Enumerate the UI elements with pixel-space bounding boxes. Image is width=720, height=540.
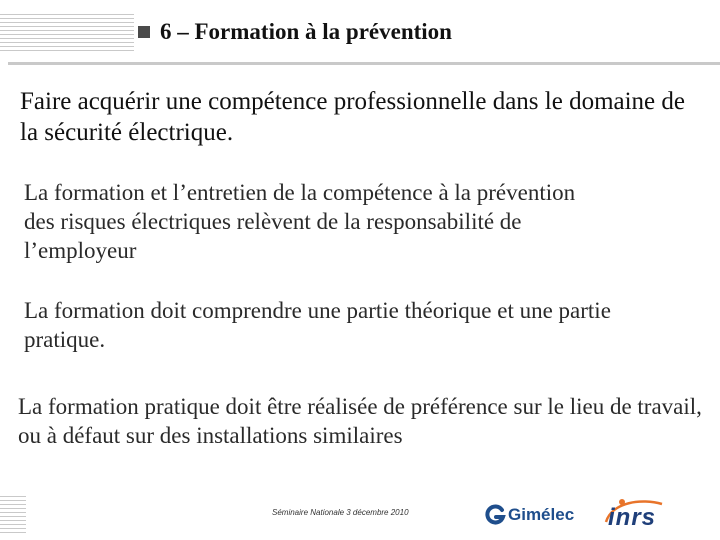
slide-title: 6 – Formation à la prévention [160,19,452,44]
footer-stripes-decoration [0,496,26,536]
paragraph-responsibility: La formation et l’entretien de la compétence à la prévention des risques électriques relèvent de la responsabilité de l’employeur [24,180,576,263]
slide-heading: Faire acquérir une compétence professionnelle dans le domaine de la sécurité électrique. [20,88,686,146]
footer-caption: Séminaire Nationale 3 décembre 2010 [272,508,409,517]
gimelec-logo-icon [484,504,506,526]
paragraph-theory-practice: La formation doit comprendre une partie théorique et une partie pratique. [24,298,611,352]
inrs-logo [602,496,698,532]
paragraph-workplace: La formation pratique doit être réalisée de préférence sur le lieu de travail, ou à défaut sur des installations similaires [18,394,702,448]
gimelec-logo-text: Gimélec [508,505,575,524]
inrs-logo-text: inrs [608,504,657,531]
gimelec-logo [484,502,574,528]
title-bar [138,14,452,50]
square-bullet-icon [138,26,150,38]
header-stripes-decoration [0,14,134,54]
header-divider [8,62,720,65]
